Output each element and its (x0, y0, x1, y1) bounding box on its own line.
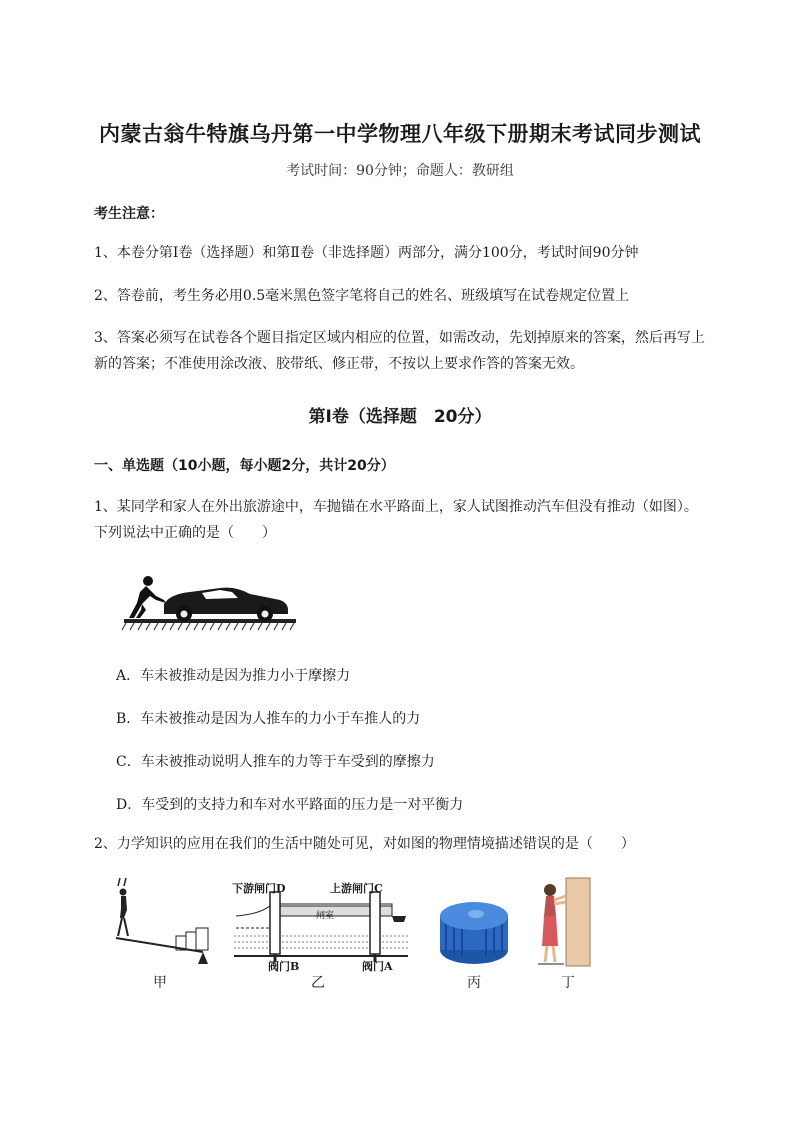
notice-item-1: 1、本卷分第Ⅰ卷（选择题）和第Ⅱ卷（非选择题）两部分，满分100分，考试时间90分钟 (94, 245, 639, 261)
question-1-text: 1、某同学和家人在外出旅游途中，车抛锚在水平路面上，家人试图推动汽车但没有推动（如图）。下列说法中正确的是（ ） (94, 499, 698, 541)
question-2-text: 2、力学知识的应用在我们的生活中随处可见，对如图的物理情境描述错误的是（ ） (94, 836, 635, 852)
figure-label-ding: 丁 (561, 975, 575, 991)
chamber-label: 闸室 (316, 911, 335, 921)
car-push-figure (120, 570, 300, 632)
notice-heading: 考生注意： (94, 206, 164, 222)
q1-option-c[interactable]: C．车未被推动说明人推车的力等于车受到的摩擦力 (116, 754, 435, 770)
q1-option-d[interactable]: D．车受到的支持力和车对水平路面的压力是一对平衡力 (116, 797, 464, 813)
section-title: 第Ⅰ卷（选择题 20分） (308, 407, 492, 427)
page-title: 内蒙古翁牛特旗乌丹第一中学物理八年级下册期末考试同步测试 (99, 122, 701, 146)
upstream-gate-label: 上游闸门C (330, 882, 383, 895)
q1-option-a[interactable]: A．车未被推动是因为推力小于摩擦力 (116, 668, 351, 684)
bottle-cap-figure (436, 898, 512, 966)
part-heading: 一、单选题（10小题，每小题2分，共计20分） (94, 458, 395, 474)
figure-label-bing: 丙 (467, 975, 481, 991)
q1-option-b[interactable]: B．车未被推动是因为人推车的力小于车推人的力 (116, 711, 421, 727)
figure-label-yi: 乙 (311, 975, 325, 991)
notice-item-2: 2、答卷前，考生务必用0.5毫米黑色签字笔将自己的姓名、班级填写在试卷规定位置上 (94, 288, 630, 304)
wall-push-figure (534, 876, 594, 968)
figure-label-jia: 甲 (153, 975, 167, 991)
exam-info: 考试时间：90分钟；命题人：教研组 (286, 163, 514, 179)
valve-b-label: 阀门B (268, 960, 300, 973)
downstream-gate-label: 下游闸门D (232, 882, 286, 895)
valve-a-label: 阀门A (362, 960, 393, 973)
notice-item-3: 3、答案必须写在试卷各个题目指定区域内相应的位置，如需改动，先划掉原来的答案，然后再写上新的答案；不准使用涂改液、胶带纸、修正带，不按以上要求作答的答案无效。 (94, 330, 705, 372)
diver-figure (108, 878, 218, 968)
